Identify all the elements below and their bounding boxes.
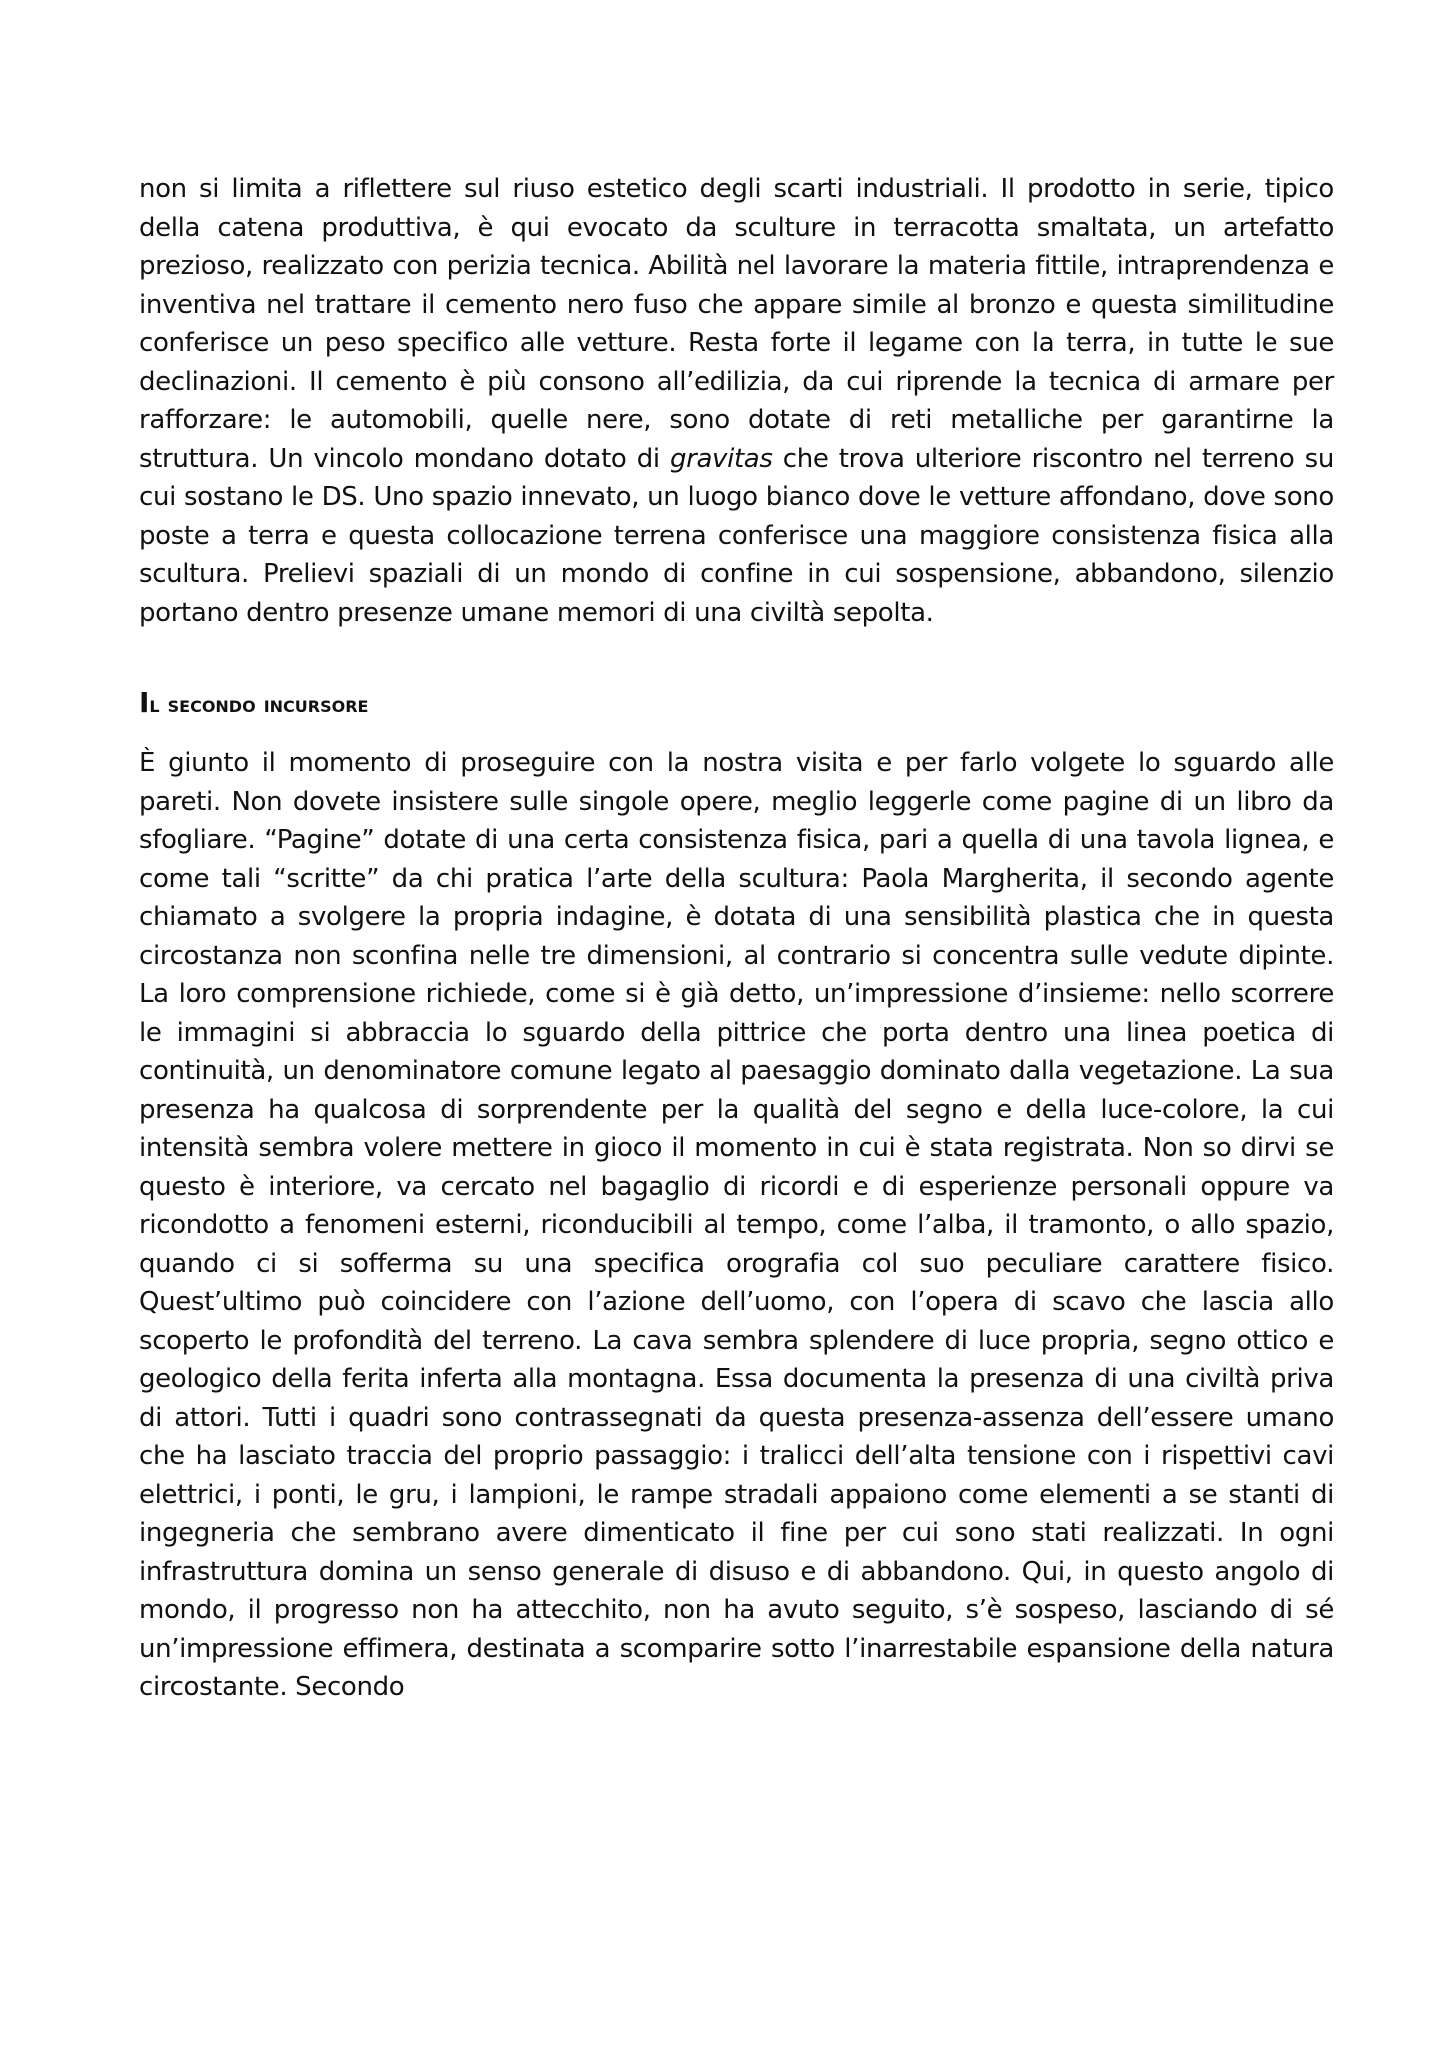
section-heading-initial: I	[139, 686, 150, 719]
section-heading-rest: l secondo incursore	[149, 692, 369, 718]
paragraph-section-body: È giunto il momento di proseguire con la nostra visita e per farlo volgete lo sguardo alle pareti. Non dovete insistere sulle singole opere, meglio leggerle come pagine di un libro da sfogliare. “Pagine” dotate di una certa consistenza fisica, pari a quella di una tavola lignea, e come tali “scritte” da chi pratica l’arte della scultura: Paola Margherita, il secondo agente chiamato a svolgere la propria indagine, è dotata di una sensibilità plastica che in questa circostanza non sconfina nelle tre dimensioni, al contrario si concentra sulle vedute dipinte. La loro comprensione richiede, come si è già detto, un’impressione d’insieme: nello scorrere le immagini si abbraccia lo sguardo della pittrice che porta dentro una linea poetica di continuità, un denominatore comune legato al paesaggio dominato dalla vegetazione. La sua presenza ha qualcosa di sorprendente per la qualità del segno e della luce-colore, la cui intensità sembra volere mettere in gioco il momento in cui è stata registrata. Non so dirvi se questo è interiore, va cercato nel bagaglio di ricordi e di esperienze personali oppure va ricondotto a fenomeni esterni, riconducibili al tempo, come l’alba, il tramonto, o allo spazio, quando ci si sofferma su una specifica orografia col suo peculiare carattere fisico. Quest’ultimo può coincidere con l’azione dell’uomo, con l’opera di scavo che lascia allo scoperto le profondità del terreno. La cava sembra splendere di luce propria, segno ottico e geologico della ferita inferta alla montagna. Essa documenta la presenza di una civiltà priva di attori. Tutti i quadri sono contrassegnati da questa presenza-assenza dell’essere umano che ha lasciato traccia del proprio passaggio: i tralicci dell’alta tensione con i rispettivi cavi elettrici, i ponti, le gru, i lampioni, le rampe stradali appaiono come elementi a se stanti di ingegneria che sembrano avere dimenticato il fine per cui sono stati realizzati. In ogni infrastruttura domina un senso generale di disuso e di abbandono. Qui, in questo angolo di mondo, il progresso non ha attecchito, non ha avuto seguito, s’è sospeso, lasciando di sé un’impressione effimera, destinata a scomparire sotto l’inarrestabile espansione della natura circostante. Secondo	[139, 748, 1334, 1702]
paragraph-continuation	[139, 170, 1334, 632]
section-heading	[139, 688, 1334, 720]
italic-term: gravitas	[669, 443, 773, 474]
paragraph-text-part-2: che trova ulteriore riscontro nel terreno su cui sostano le DS. Uno spazio innevato, un luogo bianco dove le vetture affondano, dove sono poste a terra e questa collocazione terrena conferisce una maggiore consistenza fisica alla scultura. Prelievi spaziali di un mondo di confine in cui sospensione, abbandono, silenzio portano dentro presenze umane memori di una civiltà sepolta.	[139, 443, 1334, 628]
paragraph-text-part-1: non si limita a riflettere sul riuso estetico degli scarti industriali. Il prodotto in serie, tipico della catena produttiva, è qui evocato da sculture in terracotta smaltata, un artefatto prezioso, realizzato con perizia tecnica. Abilità nel lavorare la materia fittile, intraprendenza e inventiva nel trattare il cemento nero fuso che appare simile al bronzo e questa similitudine conferisce un peso specifico alle vetture. Resta forte il legame con la terra, in tutte le sue declinazioni. Il cemento è più consono all’edilizia, da cui riprende la tecnica di armare per rafforzare: le automobili, quelle nere, sono dotate di reti metalliche per garantirne la struttura. Un vincolo mondano dotato di	[139, 174, 1334, 474]
document-page	[139, 170, 1334, 1707]
